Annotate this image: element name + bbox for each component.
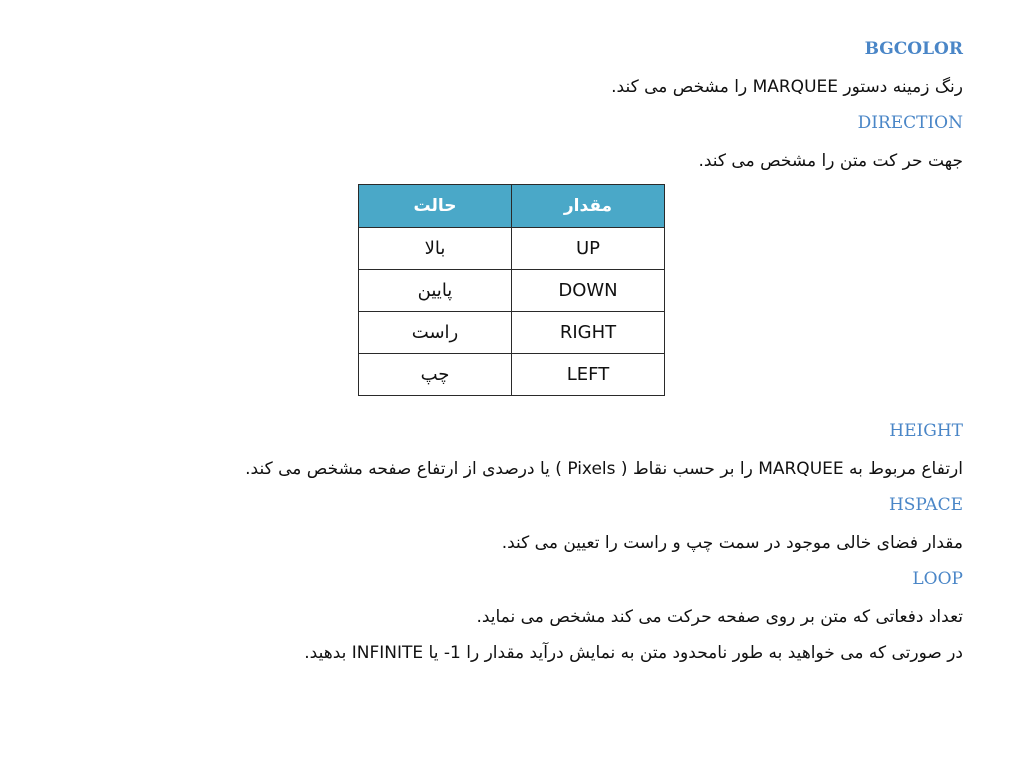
- height-description: ارتفاع مربوط به MARQUEE را بر حسب نقاط ( Pixels ) یا درصدی از ارتفاع صفحه مشخص می کند.: [245, 459, 963, 479]
- bgcolor-description: رنگ زمینه دستور MARQUEE را مشخص می کند.: [611, 77, 963, 97]
- table-header-value: مقدار: [512, 185, 665, 228]
- direction-description: جهت حر کت متن را مشخص می کند.: [698, 151, 963, 171]
- table-cell-value: DOWN: [512, 270, 665, 312]
- table-row: [359, 228, 665, 270]
- table-cell-state: چپ: [359, 354, 512, 396]
- table-cell-state: پایین: [359, 270, 512, 312]
- table-cell-state: بالا: [359, 228, 512, 270]
- table-cell-value: LEFT: [512, 354, 665, 396]
- table-row: [359, 312, 665, 354]
- bgcolor-label: BGCOLOR: [864, 39, 963, 59]
- loop-description: تعداد دفعاتی که متن بر روی صفحه حرکت می کند مشخص می نماید.: [476, 607, 963, 627]
- direction-values-table: [358, 184, 665, 396]
- hspace-description: مقدار فضای خالی موجود در سمت چپ و راست را تعیین می کند.: [501, 533, 963, 553]
- height-label: HEIGHT: [889, 421, 963, 441]
- table-cell-state: راست: [359, 312, 512, 354]
- table-header-state: حالت: [359, 185, 512, 228]
- loop-label: LOOP: [912, 569, 963, 589]
- table-header-row: [359, 185, 665, 228]
- hspace-label: HSPACE: [888, 495, 963, 515]
- loop-description-infinite: در صورتی که می خواهید به طور نامحدود متن به نمایش درآید مقدار را 1- یا INFINITE بدهید.: [304, 643, 963, 663]
- table-row: [359, 354, 665, 396]
- content-area: [103, 38, 963, 664]
- table-row: [359, 270, 665, 312]
- table-cell-value: UP: [512, 228, 665, 270]
- direction-label: DIRECTION: [857, 113, 963, 133]
- table-cell-value: RIGHT: [512, 312, 665, 354]
